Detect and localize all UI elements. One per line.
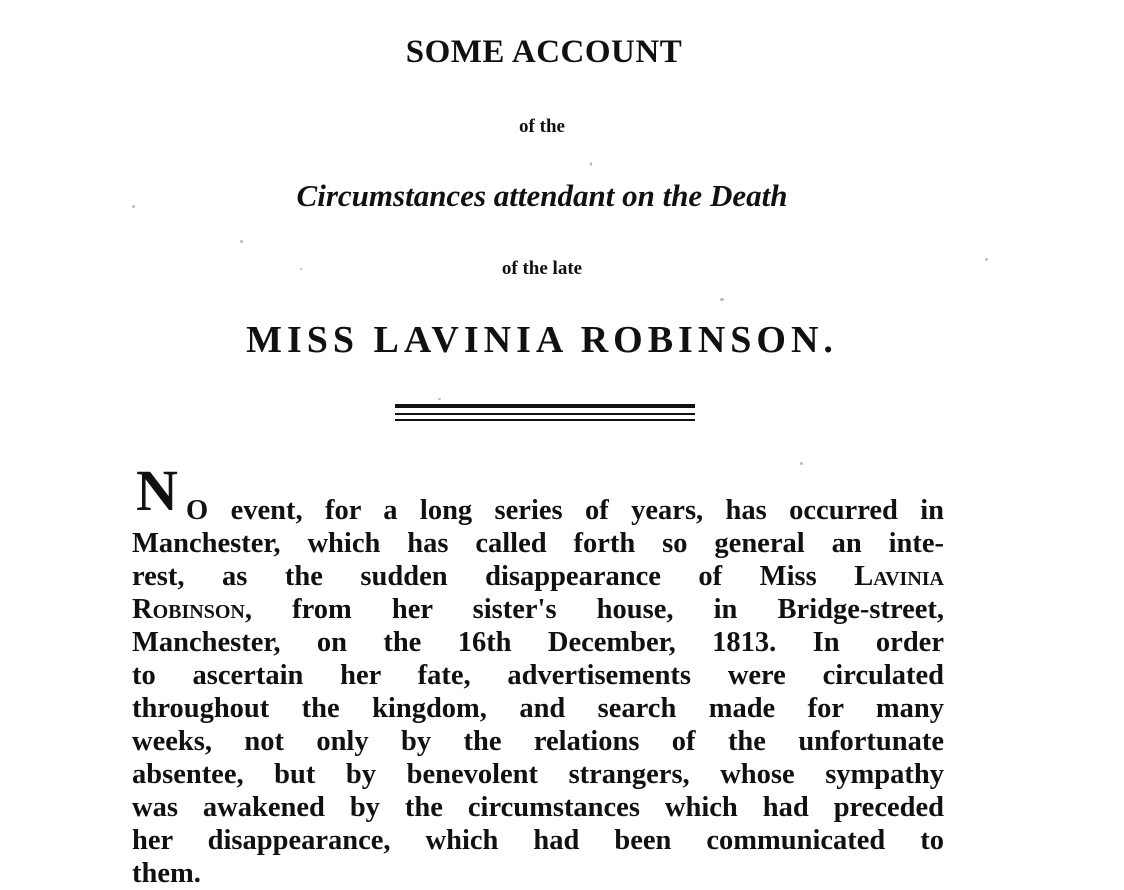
title-rule-thick [395, 404, 695, 408]
body-line-3-text: rest, as the sudden disappearance of Miss [132, 561, 817, 592]
paper-speck [800, 462, 803, 465]
body-line-8: weeks, not only by the relations of the unfortunate [132, 726, 944, 757]
title-rule-thin-2 [395, 419, 695, 421]
paper-speck [300, 268, 302, 270]
paper-speck [720, 298, 724, 301]
paper-speck [590, 162, 592, 166]
body-line-3-smallcaps: Lavinia [854, 561, 945, 592]
body-line-1: O event, for a long series of years, has occurred in [186, 495, 944, 526]
body-line-10: was awakened by the circumstances which had preceded [132, 792, 944, 823]
heading-some-account: SOME ACCOUNT [405, 34, 683, 70]
body-line-3 [132, 560, 944, 593]
body-line-4-text: , from her sister's house, in Bridge-street, [244, 594, 944, 625]
heading-of-the-late: of the late [501, 258, 583, 279]
body-paragraph [132, 458, 945, 889]
body-line-5: Manchester, on the 16th December, 1813. In order [132, 627, 944, 658]
heading-name: MISS LAVINIA ROBINSON. [246, 319, 838, 361]
drop-cap: N [136, 458, 178, 523]
paper-speck [132, 205, 135, 208]
body-line-11: her disappearance, which had been communicated to [132, 825, 944, 856]
body-line-6: to ascertain her fate, advertisements were circulated [132, 660, 944, 691]
body-line-7: throughout the kingdom, and search made for many [132, 693, 944, 724]
title-rule-thin [395, 413, 695, 415]
paper-speck [240, 240, 243, 243]
heading-of-the: of the [519, 116, 565, 137]
paper-speck [438, 398, 441, 400]
body-line-2: Manchester, which has called forth so general an inte- [132, 528, 944, 559]
body-line-12: them. [132, 858, 201, 889]
body-line-9: absentee, but by benevolent strangers, whose sympathy [132, 759, 944, 790]
body-line-4-smallcaps: Robinson [132, 594, 245, 625]
heading-circumstances: Circumstances attendant on the Death [296, 178, 788, 213]
paper-speck [985, 258, 988, 261]
body-line-4 [132, 593, 944, 626]
